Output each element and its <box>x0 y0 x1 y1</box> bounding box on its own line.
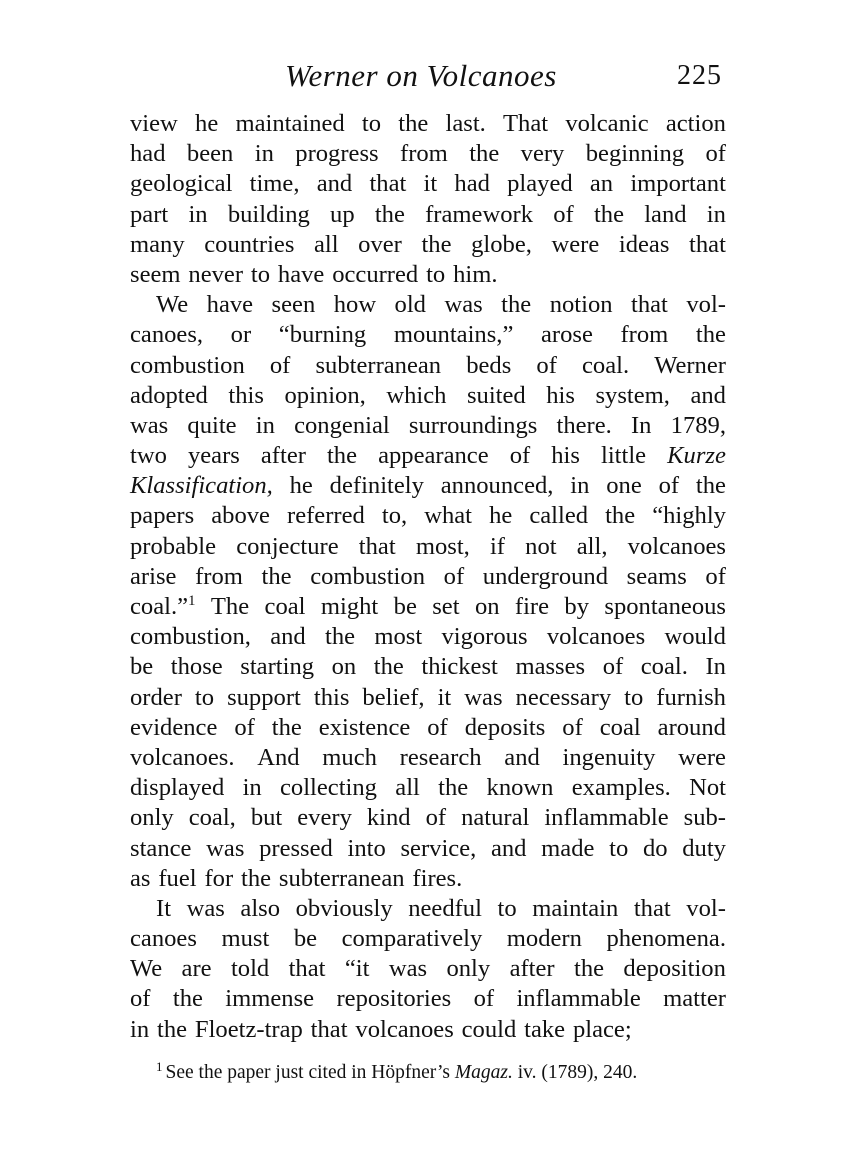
text-line: order to support this belief, it was necessary to furnish <box>130 683 726 711</box>
text-line: many countries all over the globe, were ideas that <box>130 230 726 258</box>
text-line: geological time, and that it had played an important <box>130 170 726 198</box>
text-line: probable conjecture that most, if not all, volcanoes <box>130 532 726 560</box>
text-line: combustion of subterranean beds of coal. Werner <box>130 351 726 379</box>
text-line: had been in progress from the very beginning of <box>130 140 726 168</box>
text-line: view he maintained to the last. That volcanic action <box>130 110 726 137</box>
text-line: adopted this opinion, which suited his system, and <box>130 381 726 409</box>
text-line: We have seen how old was the notion that vol- <box>156 291 726 319</box>
text-line: stance was pressed into service, and made to do duty <box>130 834 726 862</box>
text-line: canoes must be comparatively modern phenomena. <box>130 925 726 953</box>
text-line: canoes, or “burning mountains,” arose from the <box>130 321 726 349</box>
text-line: Klassification, he definitely announced, in one of the <box>130 472 726 500</box>
text-line: We are told that “it was only after the deposition <box>130 955 726 983</box>
text-line: be those starting on the thickest masses of coal. In <box>130 653 726 681</box>
running-title: Werner on Volcanoes <box>285 58 557 93</box>
text-line: It was also obviously needful to maintain that vol- <box>156 894 726 922</box>
footnote-text: See the paper just cited in Höpfner’s Magaz. iv. (1789), 240. <box>165 1062 638 1083</box>
text-line: evidence of the existence of deposits of coal around <box>130 713 726 741</box>
text-line: was quite in congenial surroundings there. In 1789, <box>130 411 726 439</box>
text-line: of the immense repositories of inflammable matter <box>130 985 726 1013</box>
footnote <box>156 1058 638 1084</box>
text-line: in the Floetz-trap that volcanoes could take place; <box>130 1015 632 1043</box>
text-line: as fuel for the subterranean fires. <box>130 864 463 892</box>
page-number: 225 <box>677 60 722 91</box>
text-line: displayed in collecting all the known examples. Not <box>130 774 726 802</box>
text-line: seem never to have occurred to him. <box>130 260 498 288</box>
body-text <box>130 109 726 1045</box>
text-line: part in building up the framework of the land in <box>130 200 726 228</box>
running-head <box>130 58 730 98</box>
footnote-mark: 1 <box>156 1058 163 1074</box>
text-line: papers above referred to, what he called the “highly <box>130 502 726 530</box>
text-line: only coal, but every kind of natural inflammable sub- <box>130 804 726 832</box>
text-line: combustion, and the most vigorous volcanoes would <box>130 623 726 651</box>
text-line: arise from the combustion of underground seams of <box>130 562 726 590</box>
text-line: volcanoes. And much research and ingenuity were <box>130 743 726 771</box>
text-line: two years after the appearance of his little Kurze <box>130 442 726 470</box>
text-line: coal.”$^1$ The coal might be set on fire by spontaneous <box>130 592 726 620</box>
